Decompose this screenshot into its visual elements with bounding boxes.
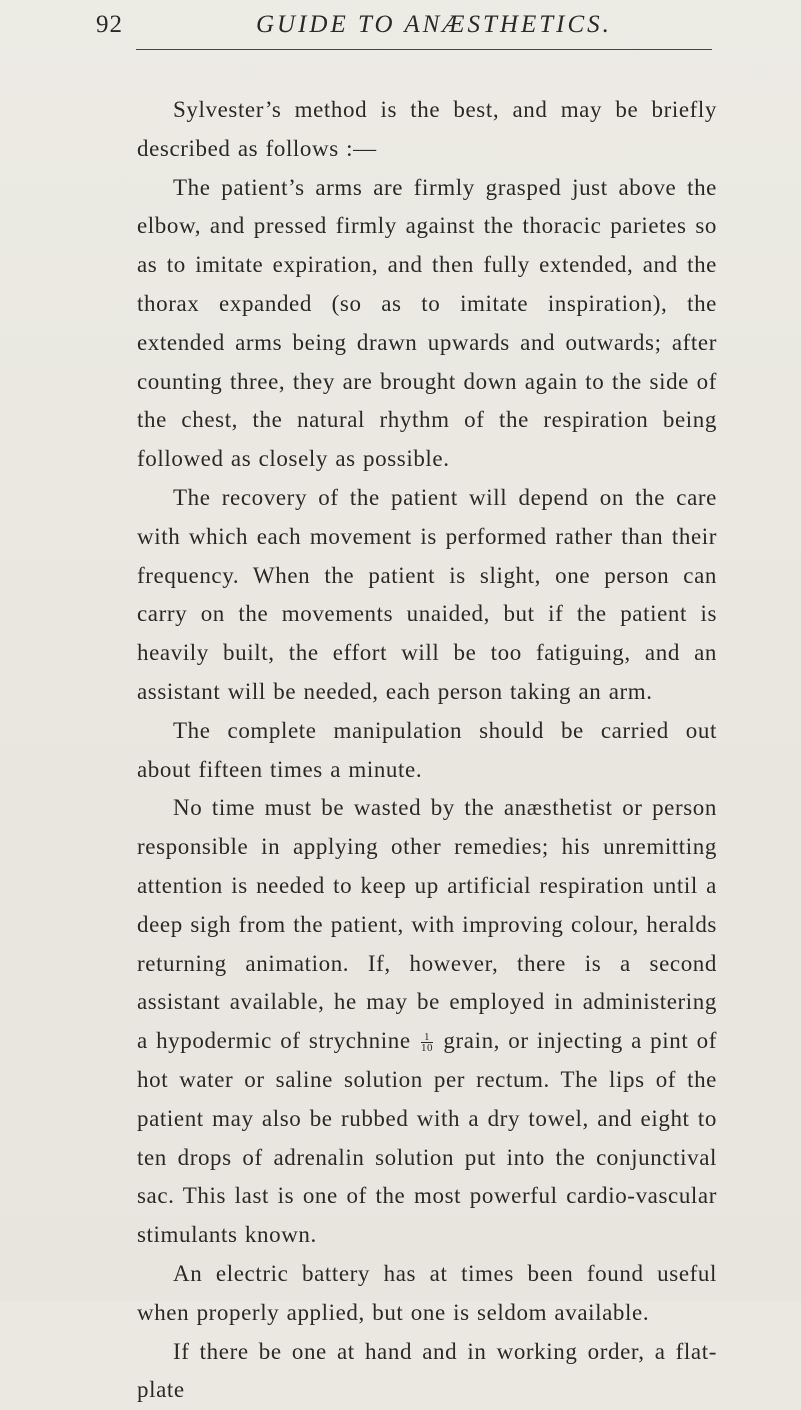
paragraph-electric-battery: An electric battery has at times been found useful when properly applied, but one is seldom available.: [137, 1255, 717, 1333]
paragraph-recovery: The recovery of the patient will depend on the care with which each movement is performed rather than their frequency. When the patient is slight, one person can carry on the movements unaided, but if the patient is heavily built, the effort will be too fatiguing, and an assistant will be needed, each person taking an arm.: [137, 479, 717, 712]
running-head: [96, 8, 710, 42]
header-rule: [136, 49, 712, 50]
fraction-numerator: 1: [421, 1032, 433, 1043]
paragraph-remedies: [137, 789, 717, 1255]
fraction-denominator: 10: [421, 1043, 433, 1053]
paragraph-arm-movements: The patient’s arms are firmly grasped just above the elbow, and pressed firmly against the thoracic parietes so as to imitate expiration, and then fully extended, and the thorax expanded (so as to imitate inspiration), the extended arms being drawn upwards and outwards; after counting three, they are brought down again to the side of the chest, the natural rhythm of the respiration being followed as closely as possible.: [137, 169, 717, 479]
remedies-text-after: grain, or injecting a pint of hot water or saline solution per rectum. The lips of the patient may also be rubbed with a dry towel, and eight to ten drops of adrenalin solution put into the conjunctival sac. This last is one of the most powerful cardio-vascular stimulants known.: [137, 1028, 717, 1247]
page-number: 92: [96, 8, 123, 42]
running-title: GUIDE TO ANÆSTHETICS.: [256, 8, 612, 42]
fraction-one-tenth: [421, 1032, 433, 1053]
body-text: [137, 91, 717, 1410]
paragraph-flat-plate: If there be one at hand and in working order, a flat-plate: [137, 1333, 717, 1410]
paragraph-sylvester-method: Sylvester’s method is the best, and may be briefly described as follows :—: [137, 91, 717, 169]
remedies-text-before: No time must be wasted by the anæsthetist or person responsible in applying other remedies; his unremitting attention is needed to keep up artificial respiration until a deep sigh from the patient, with improving colour, heralds returning animation. If, however, there is a second assistant available, he may be employed in administering a hypodermic of strychnine: [137, 795, 717, 1053]
paragraph-frequency: The complete manipulation should be carried out about fifteen times a minute.: [137, 712, 717, 790]
